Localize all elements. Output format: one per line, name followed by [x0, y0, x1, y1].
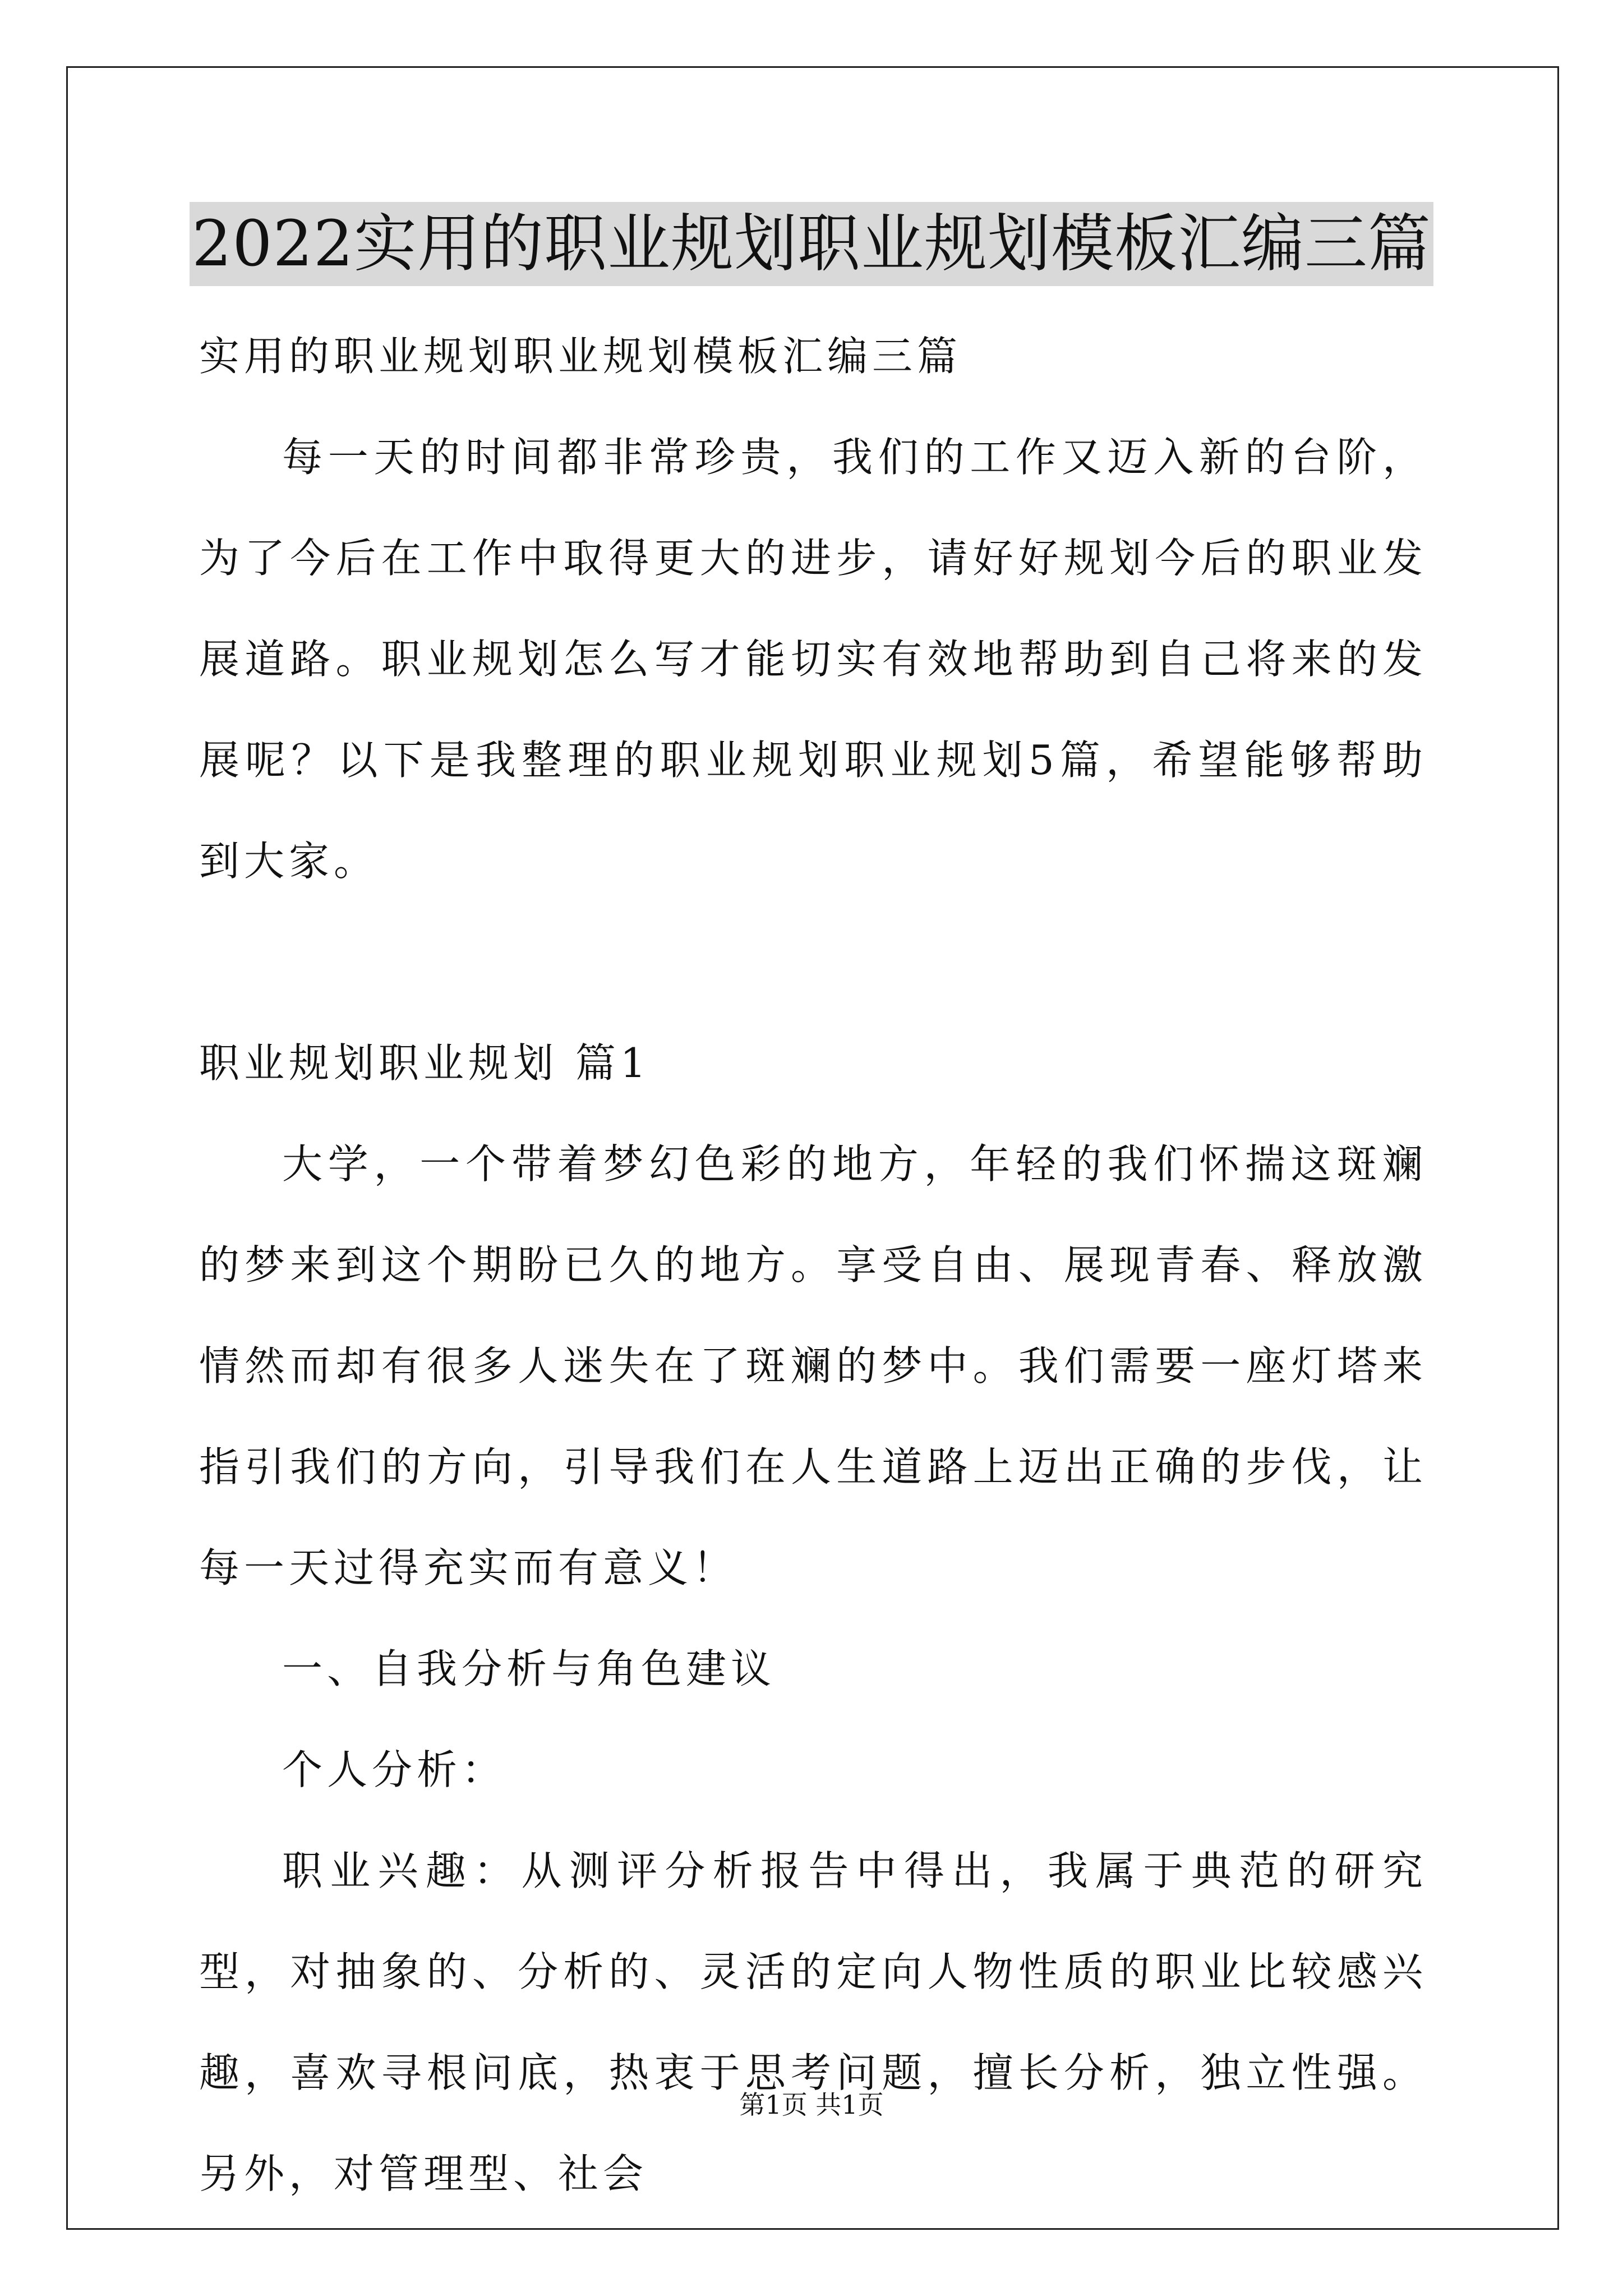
section-heading: 职业规划职业规划 篇1	[199, 1039, 651, 1087]
page-footer: 第1页 共1页	[739, 2090, 884, 2120]
title-container	[0, 202, 1623, 286]
spacer	[199, 912, 1427, 1013]
document-title: 2022实用的职业规划职业规划模板汇编三篇	[190, 202, 1433, 286]
subheading-personal-analysis: 个人分析：	[282, 1746, 507, 1793]
body-paragraph-2: 职业兴趣：从测评分析报告中得出，我属于典范的研究型，对抽象的、分析的、灵活的定向人物性质的职业比较感兴趣，喜欢寻根问底，热衷于思考问题，擅长分析，独立性强。另外，对管理型、社会	[199, 1847, 1427, 2197]
subheading-self-analysis: 一、自我分析与角色建议	[282, 1645, 776, 1692]
intro-paragraph: 每一天的时间都非常珍贵，我们的工作又迈入新的台阶，为了今后在工作中取得更大的进步，请好好规划今后的职业发展道路。职业规划怎么写才能切实有效地帮助到自己将来的发展呢？以下是我整理的职业规划职业规划5篇，希望能够帮助到大家。	[199, 434, 1427, 885]
body-paragraph-1: 大学，一个带着梦幻色彩的地方，年轻的我们怀揣这斑斓的梦来到这个期盼已久的地方。享受自由、展现青春、释放激情然而却有很多人迷失在了斑斓的梦中。我们需要一座灯塔来指引我们的方向，引导我们在人生道路上迈出正确的步伐，让每一天过得充实而有意义！	[199, 1140, 1427, 1591]
document-subtitle: 实用的职业规划职业规划模板汇编三篇	[199, 333, 962, 380]
document-body	[199, 306, 1427, 2224]
